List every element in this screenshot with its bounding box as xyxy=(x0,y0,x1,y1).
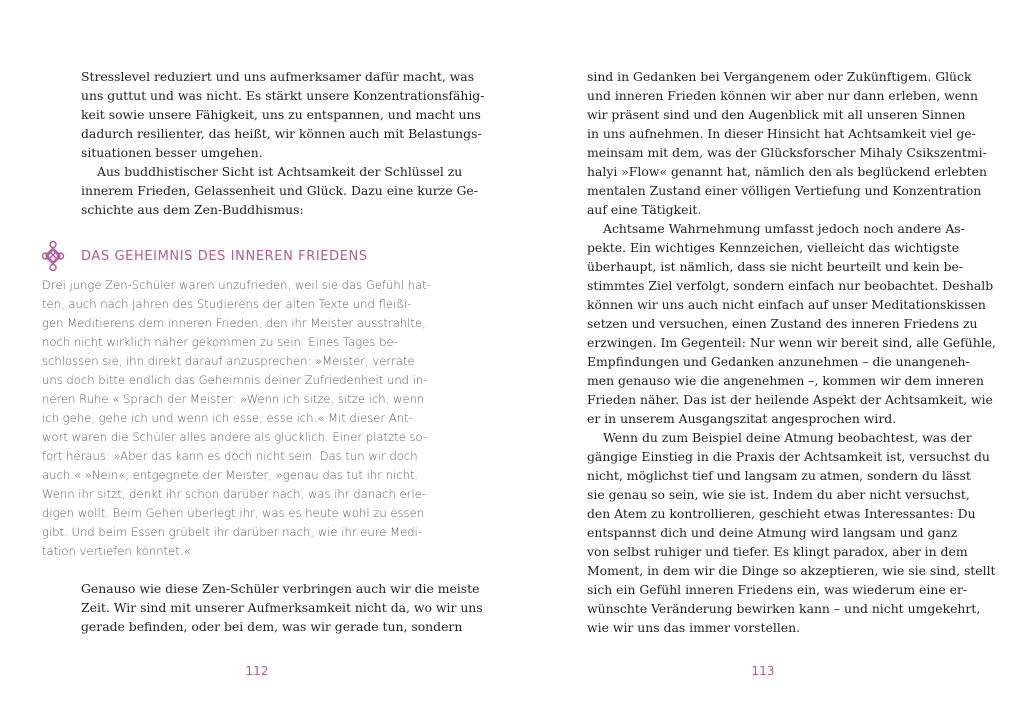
text-line: nicht, möglichst tief und langsam zu atmen, sondern du lässt xyxy=(587,468,971,483)
text-line: pekte. Ein wichtiges Kennzeichen, vielleicht das wichtigste xyxy=(587,240,960,255)
text-line: uns guttut und was nicht. Es stärkt unsere Konzentrationsfähig- xyxy=(81,88,485,103)
text-line: von selbst ruhiger und tiefer. Es klingt paradox, aber in dem xyxy=(587,544,968,559)
text-line: wir präsent sind und den Augenblick mit all unseren Sinnen xyxy=(587,107,966,122)
text-line: keit sowie unsere Fähigkeit, uns zu entspannen, und macht uns xyxy=(81,107,481,122)
text-line: sind in Gedanken bei Vergangenem oder Zukünftigem. Glück xyxy=(587,69,972,84)
page-number-left: 112 xyxy=(245,664,269,678)
story-line: ten, auch nach Jahren des Studierens der alten Texte und fleißi- xyxy=(42,297,412,311)
text-line: Moment, in dem wir die Dinge so akzeptieren, wie sie sind, stellt xyxy=(587,563,996,578)
text-line: Achtsame Wahrnehmung umfasst jedoch noch andere As- xyxy=(603,221,965,236)
text-line: und inneren Frieden können wir aber nur dann erleben, wenn xyxy=(587,88,978,103)
text-line: erzwingen. Im Gegenteil: Nur wenn wir bereit sind, alle Gefühle, xyxy=(587,335,996,350)
story-line: Drei junge Zen-Schüler waren unzufrieden, weil sie das Gefühl hat- xyxy=(42,278,431,292)
text-line: wünschte Veränderung bewirken kann – und nicht umgekehrt, xyxy=(587,601,981,616)
text-line: überhaupt, ist nämlich, dass sie nicht beurteilt und kein be- xyxy=(587,259,964,274)
text-line: gerade befinden, oder bei dem, was wir gerade tun, sondern xyxy=(81,619,463,634)
story-line: digen wollt. Beim Gehen überlegt ihr, was es heute wohl zu essen xyxy=(42,506,425,520)
text-line: Stresslevel reduziert und uns aufmerksamer dafür macht, was xyxy=(81,69,475,84)
text-line: dadurch resilienter, das heißt, wir können auch mit Belastungs- xyxy=(81,126,482,141)
text-line: schichte aus dem Zen-Buddhismus: xyxy=(81,202,304,217)
right-page xyxy=(510,0,1020,721)
story-line: neren Ruhe.« Sprach der Meister: »Wenn ich sitze, sitze ich, wenn xyxy=(42,392,425,406)
section-heading: DAS GEHEIMNIS DES INNEREN FRIEDENS xyxy=(81,249,368,264)
story-line: schlossen sie, ihn direkt darauf anzusprechen: »Meister, verrate xyxy=(42,354,415,368)
story-line: gibt. Und beim Essen grübelt ihr darüber nach, wie ihr eure Medi- xyxy=(42,525,422,539)
text-line: den Atem zu kontrollieren, geschieht etwas Interessantes: Du xyxy=(587,506,976,521)
text-line: setzen und versuchen, einen Zustand des inneren Friedens zu xyxy=(587,316,978,331)
text-line: innerem Frieden, Gelassenheit und Glück. Dazu eine kurze Ge- xyxy=(81,183,478,198)
story-line: fort heraus: »Aber das kann es doch nicht sein. Das tun wir doch xyxy=(42,449,418,463)
story-line: Wenn ihr sitzt, denkt ihr schon darüber nach, was ihr danach erle- xyxy=(42,487,426,501)
text-line: er in unserem Ausgangszitat angesprochen wird. xyxy=(587,411,897,426)
text-line: Frieden näher. Das ist der heilende Aspekt der Achtsamkeit, wie xyxy=(587,392,993,407)
text-line: wie wir uns das immer vorstellen. xyxy=(587,620,801,635)
text-line: Aus buddhistischer Sicht ist Achtsamkeit der Schlüssel zu xyxy=(97,164,463,179)
story-line: uns doch bitte endlich das Geheimnis deiner Zufriedenheit und in- xyxy=(42,373,428,387)
page-number-right: 113 xyxy=(751,664,775,678)
text-line: Zeit. Wir sind mit unserer Aufmerksamkeit nicht da, wo wir uns xyxy=(81,600,483,615)
story-line: auch.« »Nein«, entgegnete der Meister, »genau das tut ihr nicht. xyxy=(42,468,419,482)
text-line: Wenn du zum Beispiel deine Atmung beobachtest, was der xyxy=(603,430,972,445)
text-line: in uns aufnehmen. In dieser Hinsicht hat Achtsamkeit viel ge- xyxy=(587,126,976,141)
text-line: mentalen Zustand einer völligen Vertiefung und Konzentration xyxy=(587,183,982,198)
text-line: auf eine Tätigkeit. xyxy=(587,202,702,217)
text-line: halyi »Flow« genannt hat, nämlich den als beglückend erlebten xyxy=(587,164,987,179)
text-line: können wir uns auch nicht einfach auf unser Meditationskissen xyxy=(587,297,986,312)
text-line: entspannst dich und deine Atmung wird langsam und ganz xyxy=(587,525,958,540)
text-line: stimmtes Ziel verfolgt, sondern einfach nur beobachtet. Deshalb xyxy=(587,278,994,293)
text-line: sich ein Gefühl inneren Friedens ein, was wiederum eine er- xyxy=(587,582,968,597)
story-line: noch nicht wirklich näher gekommen zu sein. Eines Tages be- xyxy=(42,335,398,349)
text-line: men genauso wie die angenehmen –, kommen wir dem inneren xyxy=(587,373,984,388)
text-line: sie genau so sein, wie sie ist. Indem du aber nicht versuchst, xyxy=(587,487,970,502)
endless-knot-icon xyxy=(41,240,65,272)
text-line: meinsam mit dem, was der Glücksforscher Mihaly Csikszentmi- xyxy=(587,145,987,160)
story-line: gen Meditierens dem inneren Frieden, den ihr Meister ausstrahlte, xyxy=(42,316,426,330)
text-line: gängige Einstieg in die Praxis der Achtsamkeit ist, versuchst du xyxy=(587,449,990,464)
story-line: ich gehe, gehe ich und wenn ich esse, esse ich.« Mit dieser Ant- xyxy=(42,411,413,425)
text-line: Genauso wie diese Zen-Schüler verbringen auch wir die meiste xyxy=(81,581,480,596)
text-line: Empfindungen und Gedanken anzunehmen – die unangeneh- xyxy=(587,354,970,369)
text-line: situationen besser umgehen. xyxy=(81,145,263,160)
story-line: tation vertiefen könntet.« xyxy=(42,544,191,558)
story-line: wort waren die Schüler alles andere als glücklich. Einer platzte so- xyxy=(42,430,428,444)
